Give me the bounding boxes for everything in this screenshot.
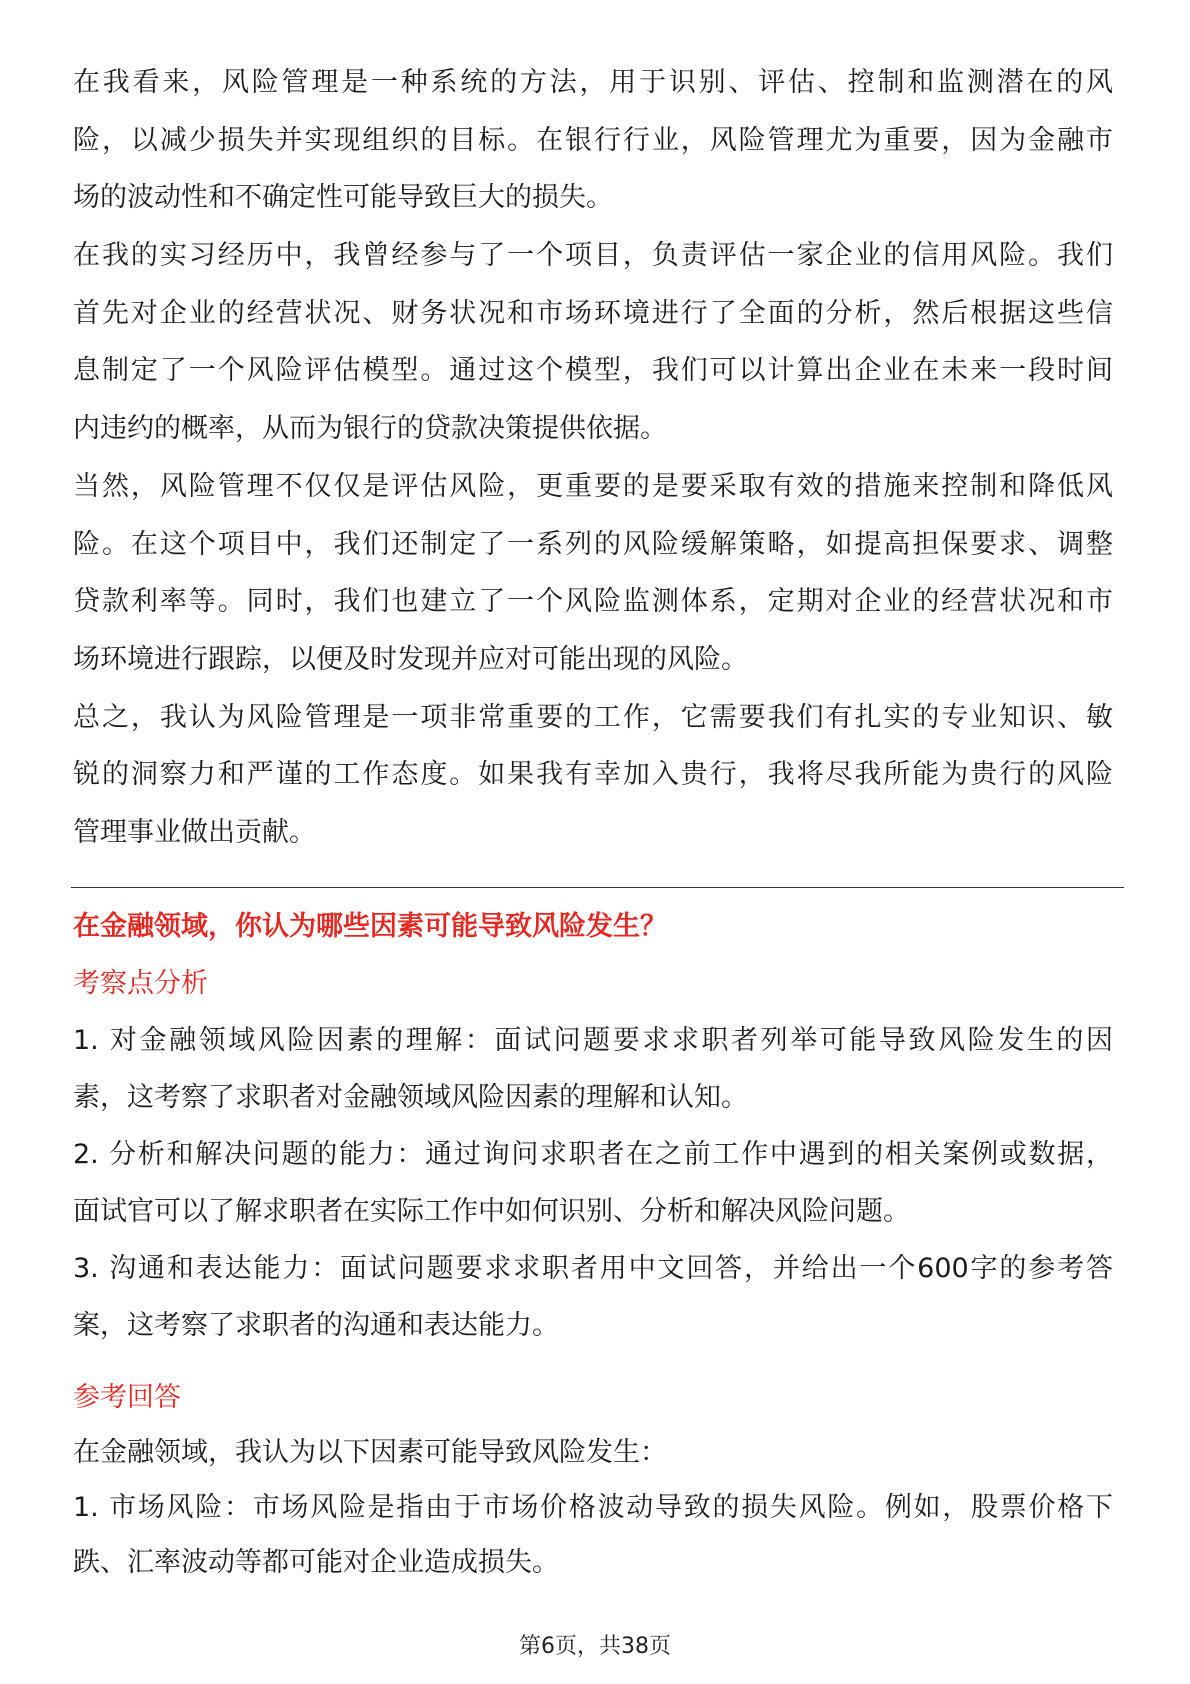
paragraph [73, 458, 1113, 689]
text-line: 面试官可以了解求职者在实际工作中如何识别、分析和解决风险问题。 [73, 1196, 910, 1227]
section-divider [71, 887, 1124, 888]
paragraph [73, 54, 1113, 227]
text-line: 总之，我认为风险管理是一项非常重要的工作，它需要我们有扎实的专业知识、敏 [73, 701, 1113, 733]
text-line: 首先对企业的经营状况、财务状况和市场环境进行了全面的分析，然后根据这些信 [73, 297, 1113, 329]
reference-heading: 参考回答 [73, 1382, 181, 1413]
list-item [73, 1480, 1113, 1590]
list-item [73, 1012, 1113, 1126]
reference-section [73, 1370, 1113, 1590]
question-title: 在金融领域，你认为哪些因素可能导致风险发生？ [73, 911, 667, 942]
text-line: 1. 对金融领域风险因素的理解：面试问题要求求职者列举可能导致风险发生的因 [73, 1025, 1113, 1056]
paragraph [73, 227, 1113, 458]
text-line: 3. 沟通和表达能力：面试问题要求求职者用中文回答，并给出一个600字的参考答 [73, 1253, 1113, 1284]
text-line: 素，这考察了求职者对金融领域风险因素的理解和认知。 [73, 1082, 748, 1113]
text-line: 当然，风险管理不仅仅是评估风险，更重要的是要采取有效的措施来控制和降低风 [73, 470, 1113, 502]
text-line: 险，以减少损失并实现组织的目标。在银行行业，风险管理尤为重要，因为金融市 [73, 124, 1113, 156]
text-line: 息制定了一个风险评估模型。通过这个模型，我们可以计算出企业在未来一段时间 [73, 355, 1113, 387]
text-line: 在我看来，风险管理是一种系统的方法，用于识别、评估、控制和监测潜在的风 [73, 67, 1113, 98]
text-line: 跌、汇率波动等都可能对企业造成损失。 [73, 1547, 559, 1578]
text-line: 管理事业做出贡献。 [73, 816, 316, 848]
list-item [73, 1240, 1113, 1354]
text-line: 场的波动性和不确定性可能导致巨大的损失。 [73, 182, 613, 214]
text-line: 在我的实习经历中，我曾经参与了一个项目，负责评估一家企业的信用风险。我们 [73, 240, 1113, 272]
answer-body [73, 54, 1113, 862]
analysis-heading: 考察点分析 [73, 968, 208, 999]
reference-intro: 在金融领域，我认为以下因素可能导致风险发生： [73, 1437, 667, 1468]
text-line: 场环境进行跟踪，以便及时发现并应对可能出现的风险。 [73, 643, 748, 675]
question-section [73, 898, 1113, 1354]
text-line: 贷款利率等。同时，我们也建立了一个风险监测体系，定期对企业的经营状况和市 [73, 586, 1113, 618]
text-line: 险。在这个项目中，我们还制定了一系列的风险缓解策略，如提高担保要求、调整 [73, 528, 1113, 560]
text-line: 2. 分析和解决问题的能力：通过询问求职者在之前工作中遇到的相关案例或数据， [73, 1139, 1113, 1170]
text-line: 内违约的概率，从而为银行的贷款决策提供依据。 [73, 413, 667, 445]
page-number: 第6页，共38页 [519, 1634, 671, 1659]
paragraph [73, 689, 1113, 862]
text-line: 1. 市场风险：市场风险是指由于市场价格波动导致的损失风险。例如，股票价格下 [73, 1492, 1113, 1523]
text-line: 案，这考察了求职者的沟通和表达能力。 [73, 1310, 559, 1341]
list-item [73, 1126, 1113, 1240]
text-line: 锐的洞察力和严谨的工作态度。如果我有幸加入贵行，我将尽我所能为贵行的风险 [73, 759, 1113, 791]
